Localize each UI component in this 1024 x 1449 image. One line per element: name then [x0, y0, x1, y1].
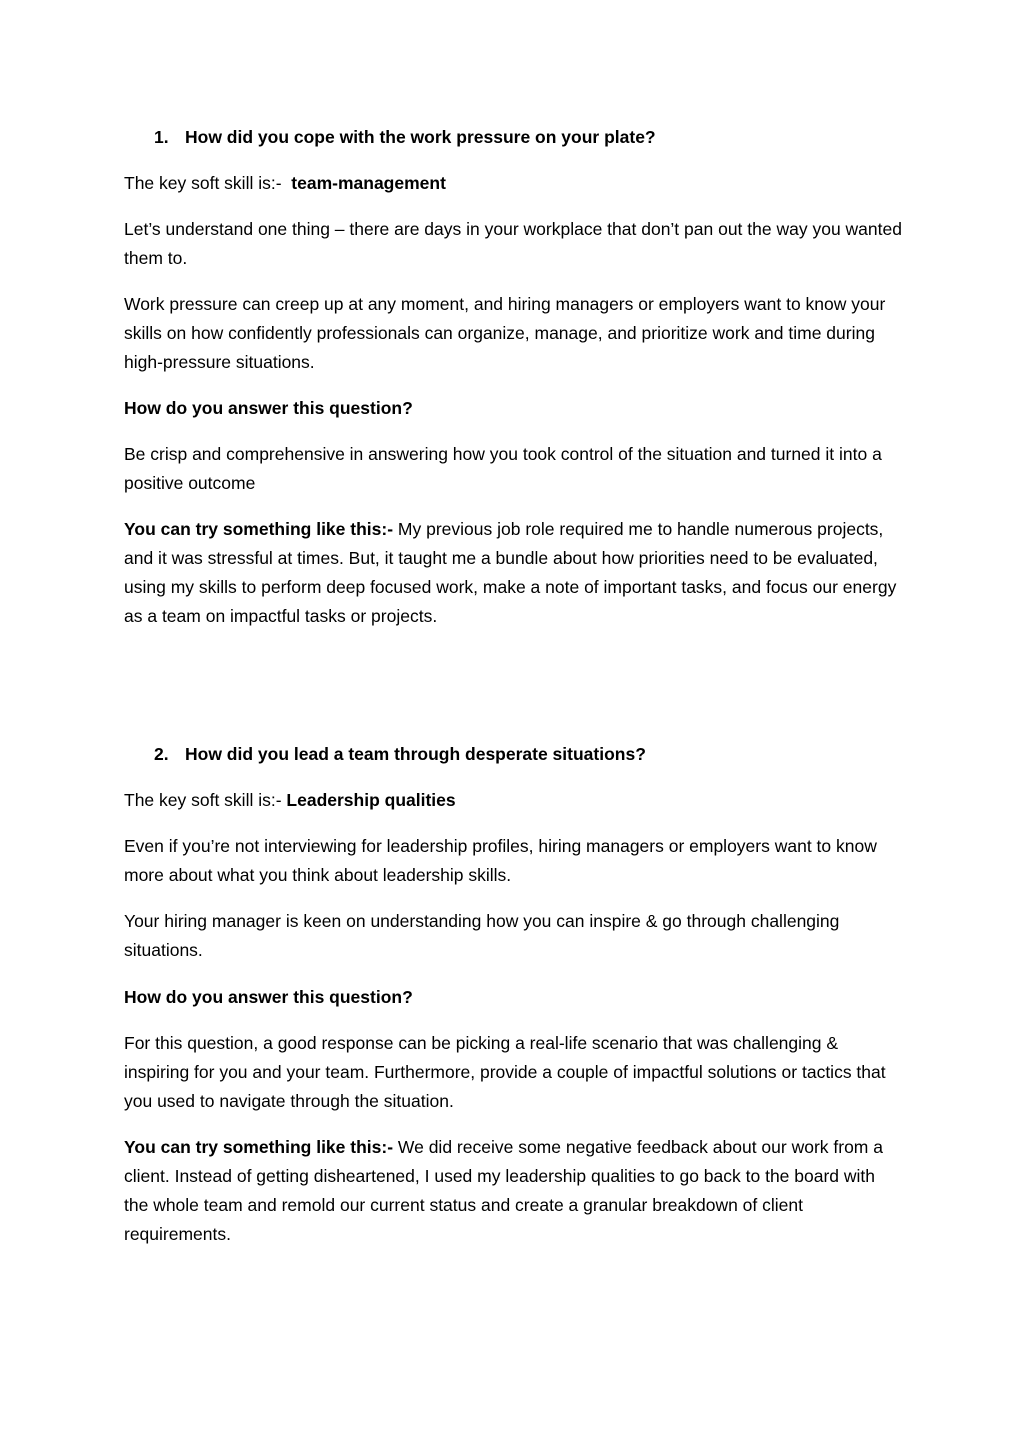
- question-text-1: How did you cope with the work pressure on your plate?: [185, 127, 656, 147]
- answer-heading-2: How do you answer this question?: [124, 987, 413, 1007]
- paragraph-2a: Even if you’re not interviewing for leadership profiles, hiring managers or employers want to know more about what you think about leadership skills.: [124, 836, 877, 885]
- key-skill-line-1: [124, 169, 904, 198]
- example-text-1: My previous job role required me to handle numerous projects, and it was stressful at times. But, it taught me a bundle about how priorities need to be evaluated, using my skills to perform deep focused work, make a note of important tasks, and focus our energy as a team on impactful tasks or projects.: [124, 519, 897, 626]
- question-heading-1: [154, 123, 656, 152]
- example-label-1: You can try something like this:-: [124, 519, 394, 539]
- question-number-1: 1.: [154, 127, 169, 147]
- key-skill-value-2: Leadership qualities: [286, 790, 456, 810]
- answer-text-2: For this question, a good response can be picking a real-life scenario that was challenging & inspiring for you and your team. Furthermore, provide a couple of impactful solutions or tactics that you used to navigate through the situation.: [124, 1033, 886, 1111]
- example-label-2: You can try something like this:-: [124, 1137, 394, 1157]
- key-skill-prefix-2: The key soft skill is:-: [124, 790, 282, 810]
- key-skill-value-1: team-management: [291, 173, 446, 193]
- example-paragraph-1: [124, 515, 904, 631]
- key-skill-line-2: [124, 786, 904, 815]
- example-paragraph-2: [124, 1133, 904, 1249]
- answer-heading-1: How do you answer this question?: [124, 398, 413, 418]
- question-text-2: How did you lead a team through desperate situations?: [185, 744, 646, 764]
- question-number-2: 2.: [154, 744, 169, 764]
- example-text-2: We did receive some negative feedback about our work from a client. Instead of getting disheartened, I used my leadership qualities to go back to the board with the whole team and remold our current status and create a granular breakdown of client requirements.: [124, 1137, 883, 1244]
- question-heading-2: [154, 740, 646, 769]
- answer-text-1: Be crisp and comprehensive in answering how you took control of the situation and turned it into a positive outcome: [124, 444, 882, 493]
- paragraph-2b: Your hiring manager is keen on understanding how you can inspire & go through challenging situations.: [124, 911, 840, 960]
- paragraph-1a: Let’s understand one thing – there are days in your workplace that don’t pan out the way you wanted them to.: [124, 219, 902, 268]
- key-skill-prefix-1: The key soft skill is:-: [124, 173, 282, 193]
- paragraph-1b: Work pressure can creep up at any moment, and hiring managers or employers want to know your skills on how confidently professionals can organize, manage, and prioritize work and time during high-pressure situations.: [124, 294, 886, 372]
